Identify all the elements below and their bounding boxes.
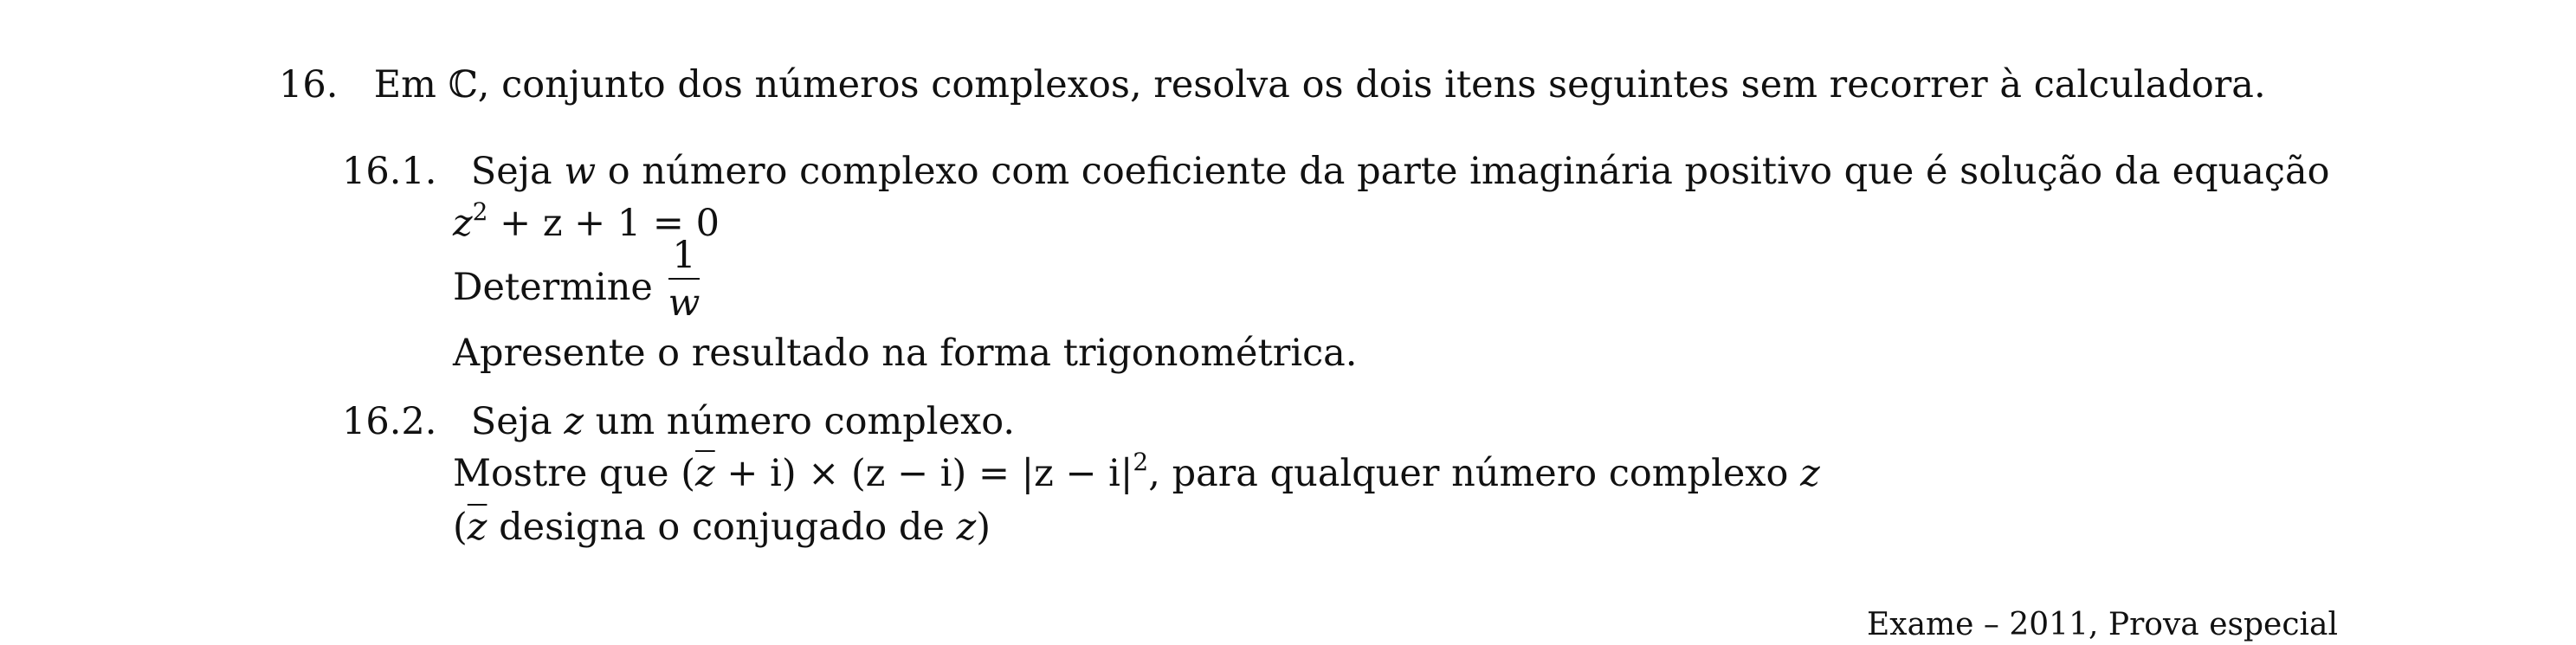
note-text-b: designa o conjugado de — [487, 506, 957, 549]
item-16-1-line-1 — [342, 149, 2330, 194]
item-16-1-text-b: o número complexo com coeficiente da parte imaginária positivo que é solução da equação — [596, 150, 2330, 193]
note-text-a: ( — [453, 506, 468, 549]
fraction-one-over-w — [665, 235, 703, 323]
show-var-z: z — [1800, 452, 1820, 495]
show-text-c: , para qualquer número complexo — [1148, 452, 1801, 495]
show-text-a: Mostre que ( — [453, 452, 696, 495]
show-exponent: 2 — [1133, 448, 1149, 476]
item-16-1-number: 16.1. — [342, 150, 437, 193]
item-16-2-text-a: Seja — [470, 400, 565, 443]
note-var-z: z — [956, 506, 977, 549]
fraction-bar — [668, 278, 700, 280]
equation-rest: + z + 1 = 0 — [487, 202, 720, 245]
fraction-numerator: 1 — [672, 234, 696, 277]
item-16-2-var-z: z — [564, 400, 584, 443]
item-16-2-note-line — [453, 505, 991, 550]
show-text-b: + i) × (z − i) = |z − i| — [714, 452, 1133, 495]
item-16-1-instruction — [453, 331, 1357, 376]
exam-source: Exame – 2011, Prova especial — [1866, 607, 2338, 642]
item-16-1-var-w: w — [564, 150, 597, 193]
note-z-conjugate: $\overline{z}$ — [467, 506, 487, 549]
item-16-2-number: 16.2. — [342, 400, 437, 443]
instruction-text: Apresente o resultado na forma trigonométrica. — [453, 332, 1358, 375]
item-16-2-text-b: um número complexo. — [583, 400, 1016, 443]
problem-intro-text: Em ℂ, conjunto dos números complexos, resolva os dois itens seguintes sem recorrer à calculadora. — [373, 63, 2266, 106]
determine-label: Determine — [453, 266, 653, 309]
equation-exponent: 2 — [472, 197, 488, 226]
item-16-1-text-a: Seja — [470, 150, 565, 193]
item-16-2-show-line — [453, 448, 1820, 496]
item-16-2-line-1 — [342, 399, 1015, 444]
fraction-denominator: w — [668, 281, 700, 325]
equation-z: z — [453, 202, 473, 245]
item-16-1-determine — [453, 265, 653, 310]
note-text-c: ) — [976, 506, 991, 549]
problem-number: 16. — [279, 63, 339, 106]
show-z-conjugate: $\overline{z}$ — [695, 452, 715, 495]
problem-intro-line — [279, 62, 2266, 107]
